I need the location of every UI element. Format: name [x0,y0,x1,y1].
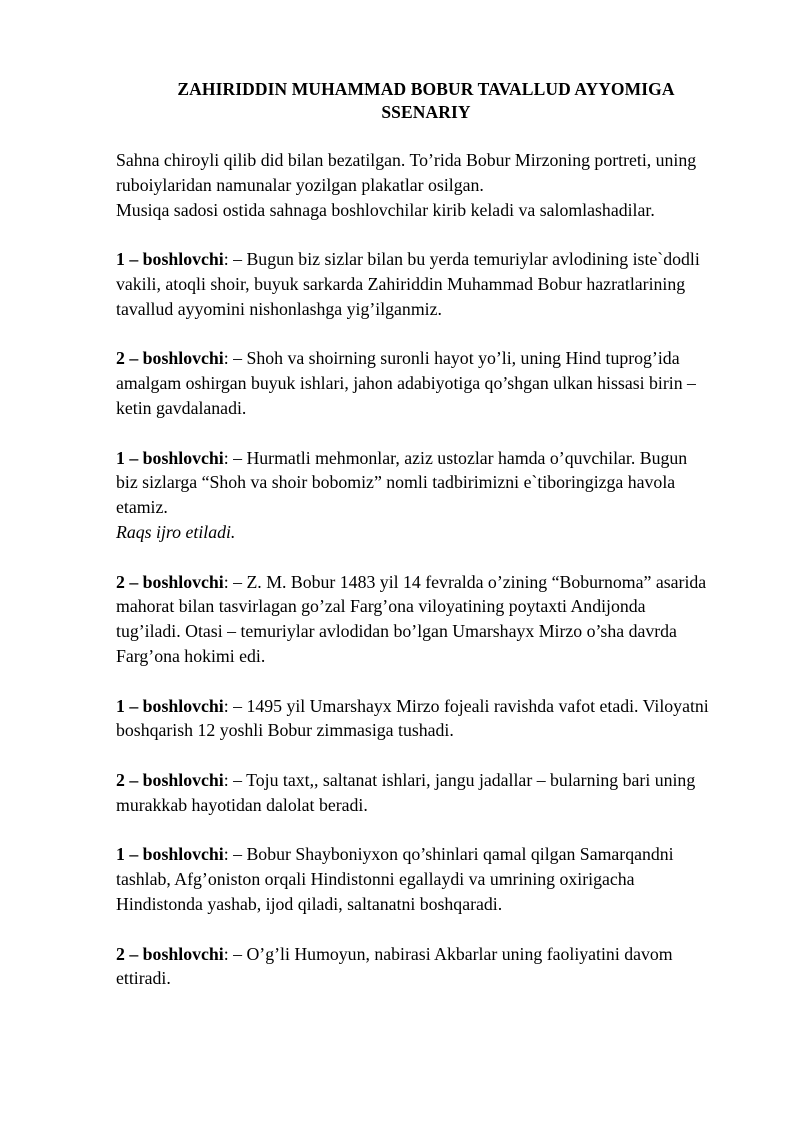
dialogue-line: tashlab, Afg’oniston orqali Hindistonni egallaydi va umrining oxirigacha [116,869,635,890]
speaker-label: 2 – boshlovchi [116,769,224,790]
speaker-label: 2 – boshlovchi [116,571,224,592]
dialogue-paragraph [116,247,752,321]
dialogue-text: : – Shoh va shoirning suronli hayot yo’li, uning Hind tuprog’ida [223,348,680,369]
dialogue-first-line [116,247,752,272]
dialogue-text: : – Z. M. Bobur 1483 yil 14 fevralda o’zining “Boburnoma” asarida [223,571,707,592]
intro-line: ruboiylaridan namunalar yozilgan plakatlar osilgan. [116,174,484,195]
intro-paragraph [116,148,752,222]
dialogue-line: amalgam oshirgan buyuk ishlari, jahon adabiyotiga qo’shgan ulkan hissasi birin – [116,373,696,394]
dialogue-line: Hindistonda yashab, ijod qiladi, saltanatni boshqaradi. [116,893,503,914]
dialogue-paragraph [116,942,752,992]
dialogue-text: : – 1495 yil Umarshayx Mirzo fojeali ravishda vafot etadi. Viloyatni [223,695,709,716]
dialogue-paragraph [116,346,752,420]
dialogue-first-line [116,942,752,967]
dialogue-paragraph [116,570,752,669]
document-title [116,78,736,124]
intro-line: Musiqa sadosi ostida sahnaga boshlovchilar kirib keladi va salomlashadilar. [116,199,655,220]
dialogue-first-line [116,446,752,471]
dialogue-text: : – O’g’li Humoyun, nabirasi Akbarlar uning faoliyatini davom [223,943,673,964]
intro-line: Sahna chiroyli qilib did bilan bezatilgan. To’rida Bobur Mirzoning portreti, uning [116,150,697,170]
dialogue-paragraph [116,768,752,818]
dialogue-line: boshqarish 12 yoshli Bobur zimmasiga tushadi. [116,720,454,741]
dialogue-line: tug’iladi. Otasi – temuriylar avlodidan bo’lgan Umarshayx Mirzo o’sha davrda [116,621,677,642]
speaker-label: 1 – boshlovchi [116,844,224,865]
dialogue-line: ketin gavdalanadi. [116,397,247,418]
speaker-label: 2 – boshlovchi [116,943,224,964]
dialogue-line: vakili, atoqli shoir, buyuk sarkarda Zahiriddin Muhammad Bobur hazratlarining [116,273,686,294]
dialogue-line: tavallud ayyomini nishonlashga yig’ilganmiz. [116,298,442,319]
speaker-label: 2 – boshlovchi [116,348,224,369]
dialogue-text: : – Hurmatli mehmonlar, aziz ustozlar hamda o’quvchilar. Bugun [223,447,688,468]
dialogue-text: : – Bobur Shayboniyxon qo’shinlari qamal qilgan Samarqandni [223,844,674,865]
dialogue-line: murakkab hayotidan dalolat beradi. [116,794,368,815]
dialogue-text: : – Toju taxt,, saltanat ishlari, jangu jadallar – bularning bari uning [223,769,696,790]
dialogue-first-line [116,694,752,719]
dialogue-first-line [116,346,752,371]
speaker-label: 1 – boshlovchi [116,249,224,270]
dialogue-first-line [116,842,752,867]
dialogue-line: mahorat bilan tasvirlagan go’zal Farg’ona viloyatining poytaxti Andijonda [116,596,646,617]
dialogue-line: etamiz. [116,497,168,518]
speaker-label: 1 – boshlovchi [116,447,224,468]
dialogue-line: biz sizlarga “Shoh va shoir bobomiz” nomli tadbirimizni e`tiboringizga havola [116,472,676,493]
title-line-1: ZAHIRIDDIN MUHAMMAD BOBUR TAVALLUD AYYOMIGA [177,79,675,99]
dialogue-first-line [116,570,752,595]
dialogue-paragraph [116,694,752,744]
dialogue-paragraph [116,842,752,916]
dialogue-line: ettiradi. [116,968,171,989]
dialogue-paragraph [116,446,752,545]
document-body [116,148,752,1016]
title-line-2: SSENARIY [381,102,471,122]
dialogue-first-line [116,768,752,793]
dialogue-text: : – Bugun biz sizlar bilan bu yerda temuriylar avlodining iste`dodli [223,249,700,270]
dialogue-line: Farg’ona hokimi edi. [116,645,266,666]
speaker-label: 1 – boshlovchi [116,695,224,716]
stage-direction: Raqs ijro etiladi. [116,521,236,542]
